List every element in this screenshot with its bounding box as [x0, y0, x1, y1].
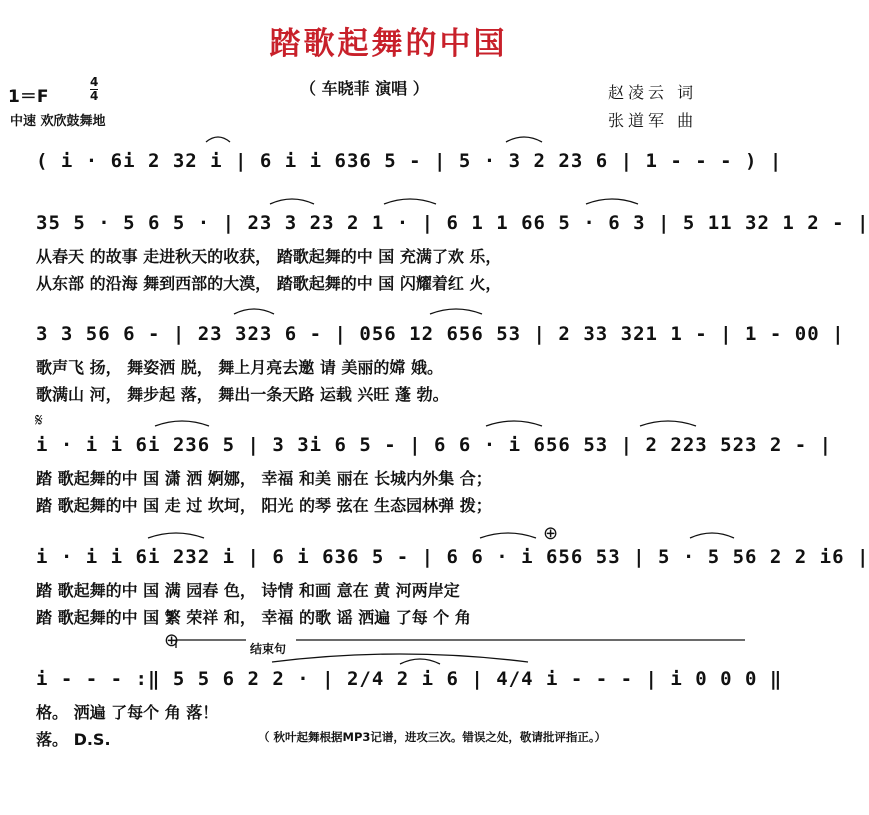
slur [384, 199, 436, 204]
slur [400, 659, 440, 664]
score-row-3-notes: 3 3 56 6 - | 23 323 6 - | 056 12 656 53 | 2 33 321 1 - | 1 - 00 | [36, 323, 845, 345]
score-row-4-lyrics-verse-1: 踏 歌起舞的中 国 潇 洒 婀娜， 幸福 和美 丽在 长城内外集 合； [36, 469, 492, 488]
score-row-5-notes: i · i i 6i 232 i | 6 i 636 5 - | 6 6 · i 656 53 | 5 · 5 56 2 2 i6 | [36, 546, 869, 568]
slur [480, 533, 536, 538]
tempo-marking: 中速 欢欣鼓舞地 [10, 114, 106, 129]
segno-sign: 𝄋 [35, 410, 43, 431]
score-row-2-lyrics-verse-1: 从春天 的故事 走进秋天的收获， 踏歌起舞的中 国 充满了欢 乐， [36, 247, 502, 266]
lyricist-credit: 赵凌云 词 [608, 83, 698, 102]
score-row-4-lyrics-verse-2: 踏 歌起舞的中 国 走 过 坎坷， 阳光 的琴 弦在 生态园林弹 拨； [36, 496, 492, 515]
slur [155, 421, 209, 426]
time-signature-top: 4 [90, 75, 99, 89]
score-row-6-lyrics-verse-1: 格。 洒遍 了每个 角 落！ [36, 703, 219, 722]
slur [640, 421, 696, 426]
singer-credit: （ 车晓菲 演唱 ） [300, 79, 429, 98]
slur [586, 199, 638, 204]
score-row-2-lyrics-verse-2: 从东部 的沿海 舞到西部的大漠， 踏歌起舞的中 国 闪耀着红 火， [36, 274, 502, 293]
coda-sign-2: ⊕ [164, 630, 180, 651]
slur [148, 533, 204, 538]
slur [234, 309, 274, 314]
coda-sign-1: ⊕ [543, 523, 559, 544]
slur [506, 137, 542, 142]
song-title: 踏歌起舞的中国 [269, 26, 508, 62]
score-row-5-lyrics-verse-2: 踏 歌起舞的中 国 繁 荣祥 和， 幸福 的歌 谣 洒遍 了每 个 角 [36, 608, 471, 627]
score-row-1-notes: ( i · 6i 2 32 i | 6 i i 636 5 - | 5 · 3 2 23 6 | 1 - - - ) | [36, 150, 783, 172]
score-row-5-lyrics-verse-1: 踏 歌起舞的中 国 满 园春 色， 诗情 和画 意在 黄 河两岸定 [36, 581, 460, 600]
slur [272, 654, 528, 662]
slur [690, 533, 734, 538]
slur [430, 309, 482, 314]
score-row-3-lyrics-verse-1: 歌声飞 扬， 舞姿洒 脱， 舞上月亮去邀 请 美丽的嫦 娥。 [36, 358, 443, 377]
ending-label: 结束句 [250, 642, 287, 656]
key-signature: 1＝F [8, 87, 49, 107]
slur [270, 199, 314, 204]
ending-bracket [176, 640, 246, 648]
score-row-3-lyrics-verse-2: 歌满山 河， 舞步起 落， 舞出一条天路 运载 兴旺 蓬 勃。 [36, 385, 449, 404]
time-signature-bottom: 4 [90, 89, 99, 103]
score-row-6-notes: i - - - :‖ 5 5 6 2 2 · | 2/4 2 i 6 | 4/4 i - - - | i 0 0 0 ‖ [36, 668, 783, 690]
slur [486, 421, 542, 426]
transcription-footnote: （ 秋叶起舞根据MP3记谱，进攻三次。错误之处，敬请批评指正。） [258, 730, 607, 744]
score-row-2-notes: 35 5 · 5 6 5 · | 23 3 23 2 1 · | 6 1 1 66 5 · 6 3 | 5 11 32 1 2 - | [36, 212, 869, 234]
score-row-4-notes: i · i i 6i 236 5 | 3 3i 6 5 - | 6 6 · i 656 53 | 2 223 523 2 - | [36, 434, 833, 456]
composer-credit: 张道军 曲 [608, 111, 698, 130]
score-row-6-lyrics-verse-2: 落。 D.S. [36, 730, 111, 749]
slur [206, 137, 230, 142]
